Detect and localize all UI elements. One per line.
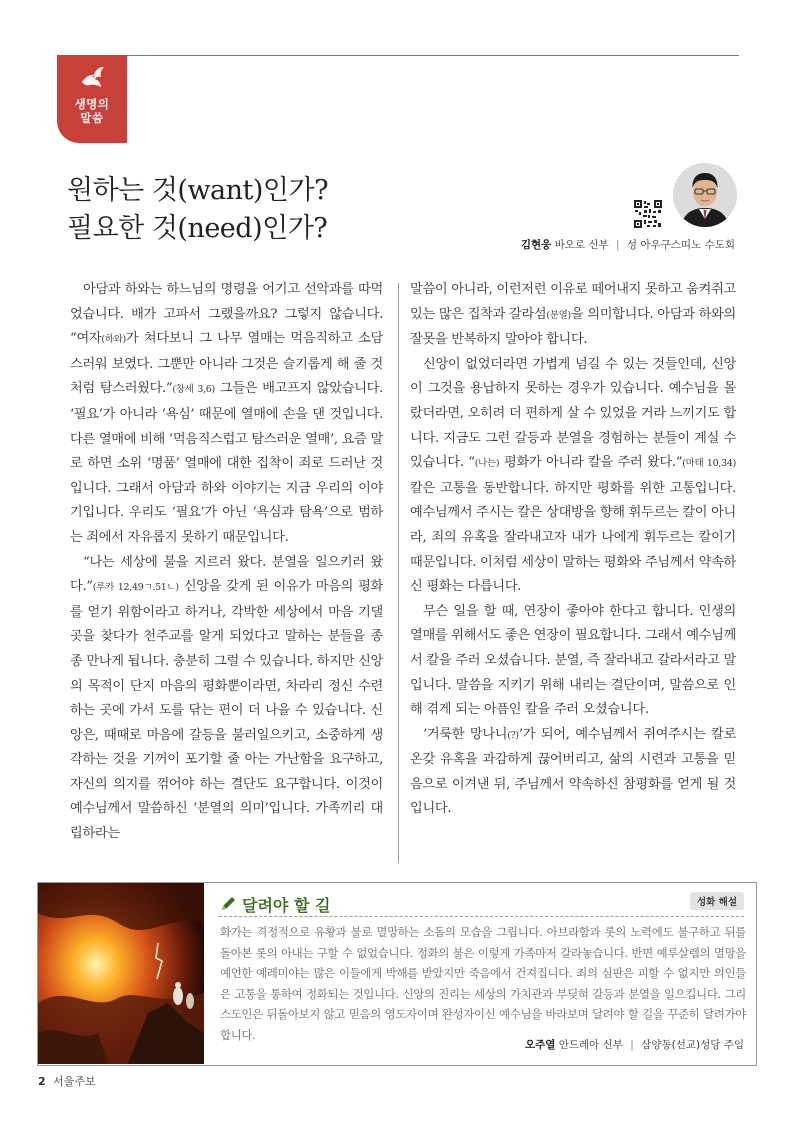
- top-rule: [57, 55, 739, 56]
- sidebar-heading: 달려야 할 길: [242, 896, 331, 915]
- author-affiliation: 성 아우구스띠노 수도회: [626, 239, 735, 251]
- sidebar-author-role: 안드레아 신부: [558, 1039, 623, 1051]
- paragraph: 말씀이 아니라, 이런저런 이유로 떼어내지 못하고 움켜쥐고 있는 많은 집착과 갈라섬(분열)을 의미합니다. 아담과 하와의 잘못을 반복하지 말아야 합니다.: [410, 282, 736, 348]
- qr-code-icon[interactable]: [634, 200, 662, 228]
- section-label: 생명의 말씀: [74, 97, 110, 125]
- paragraph: 아담과 하와는 하느님의 명령을 어기고 선악과를 따먹었습니다. 배가 고파서 그랬을까요? 그렇지 않습니다. “여자(하와)가 쳐다보니 그 나무 열매는 먹음직하고 소담스러워 보였다. 그뿐만 아니라 그것은 슬기롭게 해 줄 것처럼 탐스러웠다.”(창세 3,6) 그들은 배고프지 않았습니다. ‘필요’가 아니라 ‘욕심’ 때문에 열매에 손을 댄 것입니다. 다른 열매에 비해 ‘먹음직스럽고 탐스러운 열매’, 요즘 말로 하면 소위 ‘명품’ 열매에 대한 집착이 죄로 드러난 것입니다. 그래서 아담과 하와 이야기는 지금 우리의 이야기입니다. 우리도 ‘필요’가 아닌 ‘욕심과 탐욕’으로 범하는 죄에서 자유롭지 못하기 때문입니다.: [70, 282, 383, 545]
- column-divider: [398, 283, 399, 863]
- sidebar-box: [37, 882, 757, 1066]
- sidebar-author-affiliation: 삼양동(선교)성당 주임: [641, 1039, 744, 1051]
- publication-name: 서울주보: [53, 1075, 96, 1088]
- sidebar-tag: 성화 해설: [690, 892, 744, 910]
- painting-image: [38, 883, 204, 1064]
- paragraph: 무슨 일을 할 때, 연장이 좋아야 한다고 합니다. 인생의 열매를 위해서도 좋은 연장이 필요합니다. 그래서 예수님께서 칼을 주러 오셨습니다. 분열, 즉 잘라내고 갈라서라고 말입니다. 말씀을 지키기 위해 내리는 결단이며, 말씀으로 인해 겪게 되는 아픔인 칼을 주러 오셨습니다.: [410, 603, 736, 718]
- page-number: 2: [38, 1075, 46, 1088]
- dove-icon: [79, 65, 107, 91]
- author-name: 김현웅: [520, 239, 552, 251]
- author-avatar: [673, 163, 737, 227]
- pencil-icon: [219, 895, 237, 913]
- article-title: 원하는 것(want)인가? 필요한 것(need)인가?: [67, 175, 329, 244]
- paragraph: ‘거룩한 망나니(?)’가 되어, 예수님께서 쥐여주시는 칼로 온갖 유혹을 과감하게 끊어버리고, 삶의 시련과 고통을 믿음으로 이겨낸 뒤, 주님께서 약속하신 참평화를 얻게 될 것입니다.: [410, 726, 737, 817]
- article-column-left: [70, 278, 383, 847]
- author-role: 바오로 신부: [554, 239, 609, 251]
- section-tab: [57, 55, 127, 143]
- paragraph: 신앙이 없었더라면 가볍게 넘길 수 있는 것들인데, 신앙이 그것을 용납하지 못하는 경우가 있습니다. 예수님을 몰랐더라면, 오히려 더 편하게 살 수 있었을 거라 느끼기도 합니다. 지금도 그런 갈등과 분열을 경험하는 분들이 계실 수 있습니다. “(나는) 평화가 아니라 칼을 주러 왔다.”(마태 10,34) 칼은 고통을 동반합니다. 하지만 평화를 위한 고통입니다. 예수님께서 주시는 칼은 상대방을 향해 휘두르는 칼이 아니라, 죄의 유혹을 잘라내고자 내가 나에게 휘두르는 칼이기 때문입니다. 이처럼 세상이 말하는 평화와 주님께서 약속하신 평화는 다릅니다.: [410, 356, 737, 595]
- page-footer: [38, 1073, 96, 1089]
- sidebar-author-name: 오주열: [524, 1039, 556, 1051]
- author-byline: [521, 237, 735, 252]
- paragraph: “나는 세상에 불을 지르러 왔다. 분열을 일으키러 왔다.”(루카 12,49ㄱ.51ㄴ) 신앙을 갖게 된 이유가 마음의 평화를 얻기 위함이라고 하거나, 각박한 세상에서 마음 기댈 곳을 찾다가 천주교를 알게 되었다고 말하는 분들을 종종 만나게 됩니다. 충분히 그럴 수 있습니다. 하지만 신앙의 목적이 단지 마음의 평화뿐이라면, 차라리 정신 수련하는 곳에 가서 도를 닦는 편이 더 나을 수 있습니다. 신앙은, 때때로 마음에 갈등을 불러일으키고, 소중하게 생각하는 것을 기꺼이 포기할 줄 아는 가난함을 요구하고, 자신의 의지를 꺾어야 하는 결단도 요구합니다. 이것이 예수님께서 말씀하신 ‘분열의 의미’입니다. 가족끼리 대립하라는: [70, 554, 383, 842]
- article-column-right: [410, 278, 736, 822]
- sidebar-signature: [525, 1037, 744, 1052]
- dashed-divider: [219, 916, 744, 917]
- signature-separator: |: [630, 1039, 634, 1051]
- sidebar-body: 화가는 격정적으로 유황과 불로 멸망하는 소돔의 모습을 그립니다. 아브라함과 롯의 노력에도 불구하고 뒤를 돌아본 롯의 아내는 구할 수 없었습니다. 정화의 불은 이렇게 가족마저 갈라놓습니다. 반면 예루살렘의 멸망을 예언한 예레미야는 많은 이들에게 박해를 받았지만 죽음에서 건져집니다. 죄의 심판은 피할 수 없지만 의인들은 고통을 통하여 정화되는 것입니다. 신앙의 진리는 세상의 가치관과 부딪혀 갈등과 분열을 일으킵니다. 그리스도인은 뒤돌아보지 않고 믿음의 영도자이며 완성자이신 예수님을 바라보며 달려야 할 길을 꾸준히 달려가야 합니다.: [220, 925, 746, 1042]
- byline-separator: |: [616, 239, 620, 251]
